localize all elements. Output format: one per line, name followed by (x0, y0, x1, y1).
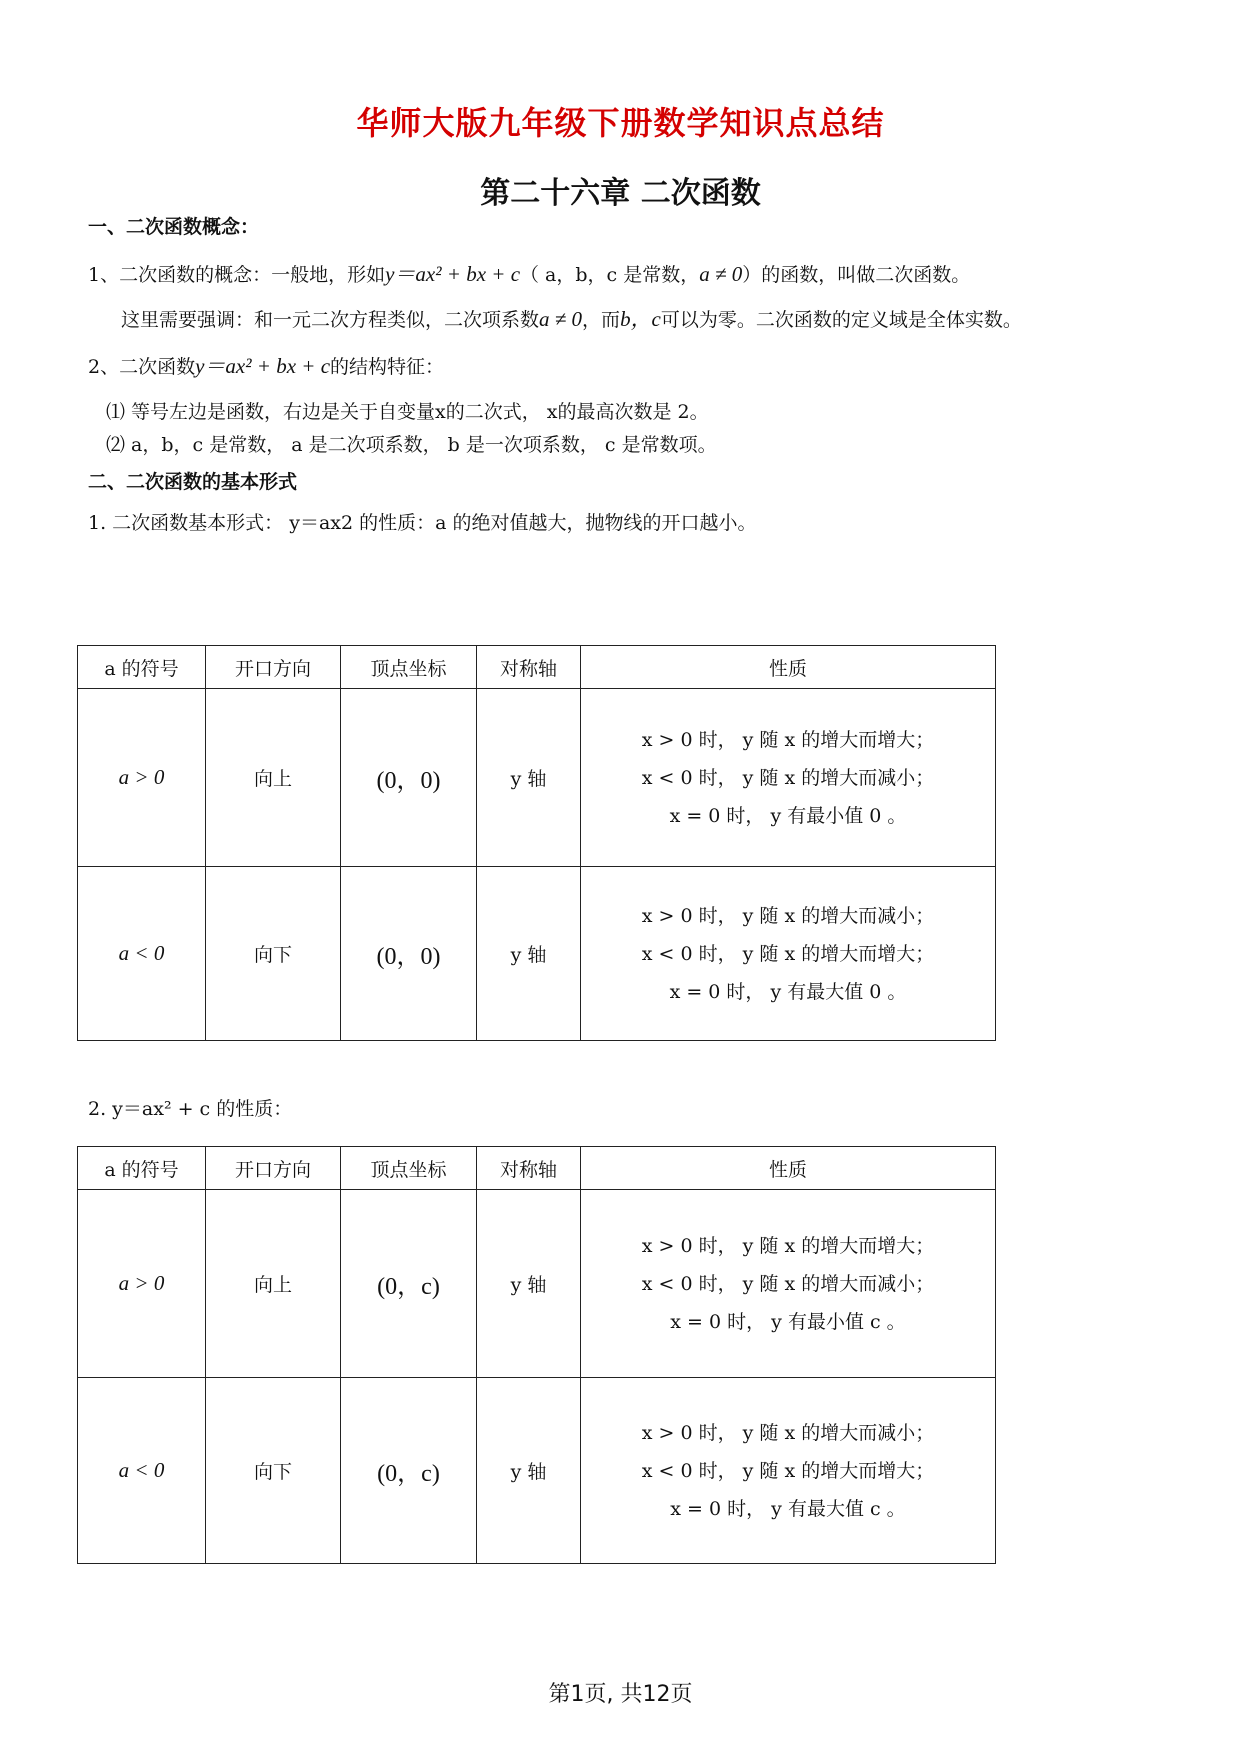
general-formula-2: y＝ax² + bx + c (195, 354, 331, 378)
cell-vertex: (0，c) (341, 1378, 477, 1564)
emphasis-text-prefix: 这里需要强调：和一元二次方程类似，二次项系数 (121, 309, 540, 331)
header-vertex: 顶点坐标 (341, 646, 477, 689)
cell-vertex: (0，c) (341, 1190, 477, 1378)
property-line: x < 0 时， y 随 x 的增大而减小； (641, 766, 935, 789)
header-axis: 对称轴 (477, 1147, 581, 1190)
header-properties: 性质 (581, 646, 996, 689)
cell-sign: a < 0 (78, 1378, 206, 1564)
property-line: x = 0 时， y 有最大值 c 。 (670, 1497, 906, 1520)
table-row (78, 1190, 996, 1378)
structure-item-2: ⑵ a，b，c 是常数， a 是二次项系数， b 是一次项系数， c 是常数项。 (106, 434, 717, 456)
concept-paragraph (88, 258, 970, 288)
header-direction: 开口方向 (206, 1147, 341, 1190)
cell-axis: y 轴 (477, 867, 581, 1041)
header-sign: a 的符号 (78, 1147, 206, 1190)
table-row (78, 689, 996, 867)
table-row (78, 1378, 996, 1564)
a-nonzero-condition: a ≠ 0 (699, 262, 743, 286)
property-line: x = 0 时， y 有最大值 0 。 (669, 980, 907, 1003)
structure-text-suffix: 的结构特征： (330, 356, 445, 378)
property-line: x > 0 时， y 随 x 的增大而减小； (641, 1421, 935, 1444)
emphasis-text-mid: ，而 (582, 309, 621, 331)
cell-sign: a > 0 (78, 689, 206, 867)
cell-vertex: (0，0) (341, 689, 477, 867)
header-properties: 性质 (581, 1147, 996, 1190)
cell-direction: 向下 (206, 1378, 341, 1564)
emphasis-text-suffix: 可以为零。二次函数的定义域是全体实数。 (660, 309, 1022, 331)
cell-axis: y 轴 (477, 689, 581, 867)
section-heading-basic-forms: 二、二次函数的基本形式 (88, 471, 298, 493)
property-line: x > 0 时， y 随 x 的增大而减小； (641, 904, 935, 927)
property-line: x < 0 时， y 随 x 的增大而增大； (641, 942, 935, 965)
bc-coefficients: b，c (620, 307, 661, 331)
form1-label: 1. 二次函数基本形式： y＝ax2 的性质：a 的绝对值越大，抛物线的开口越小。 (88, 512, 757, 534)
property-line: x > 0 时， y 随 x 的增大而增大； (641, 1234, 935, 1257)
cell-axis: y 轴 (477, 1378, 581, 1564)
cell-direction: 向上 (206, 689, 341, 867)
structure-item-1: ⑴ 等号左边是函数，右边是关于自变量x的二次式， x的最高次数是 2。 (106, 401, 709, 423)
page-number: 第1页, 共12页 (548, 1682, 693, 1707)
chapter-heading: 第二十六章 二次函数 (480, 176, 761, 211)
table-header-row (78, 646, 996, 689)
header-vertex: 顶点坐标 (341, 1147, 477, 1190)
structure-paragraph (88, 350, 444, 380)
concept-text-mid: （ a，b，c 是常数， (520, 264, 700, 286)
property-line: x < 0 时， y 随 x 的增大而增大； (641, 1459, 935, 1482)
header-axis: 对称轴 (477, 646, 581, 689)
cell-vertex: (0，0) (341, 867, 477, 1041)
a-nonzero-condition-2: a ≠ 0 (539, 307, 583, 331)
cell-properties (581, 867, 996, 1041)
property-line: x < 0 时， y 随 x 的增大而减小； (641, 1272, 935, 1295)
property-line: x = 0 时， y 有最小值 c 。 (670, 1310, 906, 1333)
form2-label: 2. y＝ax² + c 的性质： (88, 1098, 293, 1120)
cell-sign: a < 0 (78, 867, 206, 1041)
header-sign: a 的符号 (78, 646, 206, 689)
cell-properties (581, 689, 996, 867)
property-line: x > 0 时， y 随 x 的增大而增大； (641, 728, 935, 751)
property-line: x = 0 时， y 有最小值 0 。 (669, 804, 907, 827)
cell-properties (581, 1378, 996, 1564)
cell-axis: y 轴 (477, 1190, 581, 1378)
concept-text-suffix: ）的函数，叫做二次函数。 (742, 264, 971, 286)
section-heading-concept: 一、二次函数概念： (88, 216, 260, 238)
table-row (78, 867, 996, 1041)
cell-properties (581, 1190, 996, 1378)
structure-text-prefix: 2、二次函数 (88, 356, 196, 378)
concept-text-prefix: 1、二次函数的概念：一般地，形如 (88, 264, 386, 286)
document-title: 华师大版九年级下册数学知识点总结 (356, 104, 885, 142)
table-header-row (78, 1147, 996, 1190)
header-direction: 开口方向 (206, 646, 341, 689)
emphasis-paragraph (121, 303, 1022, 333)
general-formula: y＝ax² + bx + c (385, 262, 521, 286)
properties-table-1 (77, 645, 996, 1041)
cell-sign: a > 0 (78, 1190, 206, 1378)
properties-table-2 (77, 1146, 996, 1564)
cell-direction: 向下 (206, 867, 341, 1041)
cell-direction: 向上 (206, 1190, 341, 1378)
